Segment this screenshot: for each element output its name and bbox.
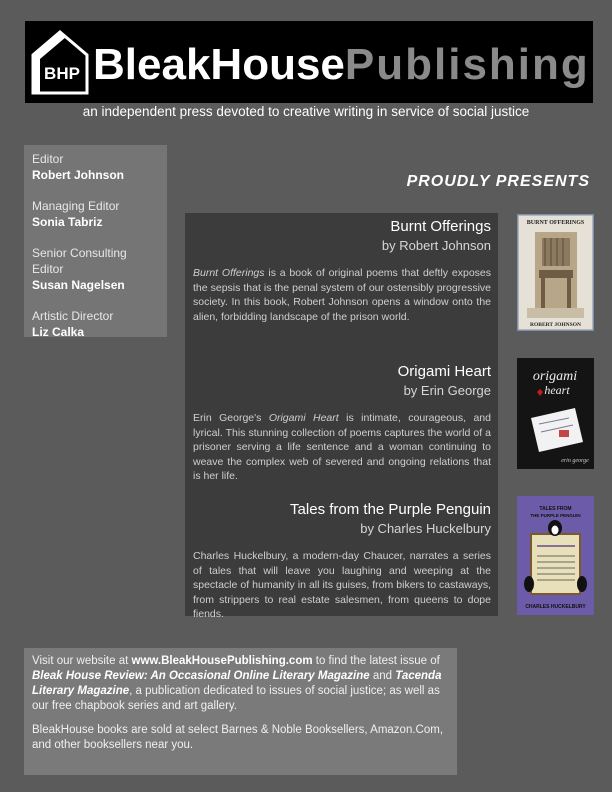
brand-name [93, 35, 590, 95]
footer-text: , a publication dedicated to issues of social justice; as well as our free chapbook series and art gallery. [32, 685, 440, 712]
tagline: an independent press devoted to creative writing in service of social justice [82, 104, 530, 119]
cover-author: ROBERT JOHNSON [530, 322, 581, 328]
book-description [193, 411, 491, 484]
cover-title: BURNT OFFERINGS [526, 220, 585, 226]
staff-role: Artistic Director [32, 309, 114, 323]
footer-paragraph-retailers: BleakHouse books are sold at select Barnes & Noble Booksellers, Amazon.Com, and other booksellers near you. [32, 724, 444, 751]
cover-origami-heart [517, 358, 594, 469]
proudly-presents-heading: PROUDLY PRESENTS [406, 173, 590, 190]
book-title: Burnt Offerings [390, 218, 491, 235]
cover-burnt-offerings [517, 214, 594, 331]
logo-text: BHP [44, 64, 80, 83]
book-author: by Robert Johnson [381, 238, 491, 253]
book-description [193, 266, 491, 324]
staff-name: Robert Johnson [32, 168, 124, 182]
staff-name: Sonia Tabriz [32, 215, 103, 229]
magazine-name-bleak-house-review: Bleak House Review: An Occasional Online Literary Magazine [32, 670, 370, 682]
book-desc-title: Origami Heart [268, 412, 339, 424]
staff-box [24, 145, 167, 337]
book-title: Tales from the Purple Penguin [290, 501, 491, 518]
footer-paragraph-website [32, 654, 449, 714]
masthead [25, 21, 593, 103]
book-desc-text: is intimate, courageous, and lyrical. This stunning collection of poems captures the world of a prisoner serving a life sentence and a woman continuing to weave the complex web of severed and ongoing relations that is her life. [193, 412, 491, 482]
book-title: Origami Heart [397, 363, 491, 380]
staff-role: Managing Editor [32, 199, 120, 213]
footer-text: Visit our website at [32, 655, 132, 667]
book-author: by Erin George [403, 383, 491, 398]
book-description: Charles Huckelbury, a modern-day Chaucer, narrates a series of tales that will leave you laughing and weeping at the spectacle of humanity in all its guises, from bikers to castaways, from strippers to real estate salesmen, from queens to dope fiends. [193, 550, 491, 620]
book-desc-text: Erin George's [193, 412, 269, 424]
magazine-name-tacenda: Tacenda Literary Magazine [32, 670, 442, 697]
footer-text: to find the latest issue of [312, 655, 440, 667]
website-link[interactable]: www.BleakHousePublishing.com [131, 655, 313, 667]
cover-title: heart [544, 383, 570, 397]
staff-role: Editor [32, 152, 64, 166]
book-desc-text: is a book of original poems that deftly exposes the sepsis that is the penal system of our ostensibly progressive society. In this book, Robert Johnson opens a window onto the alien, forbidding landscape of the prison world. [193, 267, 491, 323]
staff-name: Susan Nagelsen [32, 278, 125, 292]
book-author: by Charles Huckelbury [360, 521, 491, 536]
brand-part-bleakhouse: BleakHouse [93, 40, 345, 89]
cover-title: origami [532, 369, 578, 384]
house-logo-icon [30, 29, 90, 97]
cover-author: erin george [561, 458, 589, 464]
cover-purple-penguin [517, 496, 594, 615]
brand-part-publishing: Publishing [344, 40, 590, 89]
staff-name: Liz Calka [32, 325, 85, 339]
cover-author: CHARLES HUCKELBURY [525, 604, 586, 610]
cover-title: THE PURPLE PENGUIN [530, 513, 581, 518]
footer-text: and [369, 670, 396, 682]
cover-title: TALES FROM [539, 506, 572, 512]
book-desc-title: Burnt Offerings [193, 267, 265, 279]
footer-info-box [24, 648, 457, 775]
books-panel [185, 213, 498, 620]
staff-role: Senior Consulting Editor [32, 246, 127, 276]
